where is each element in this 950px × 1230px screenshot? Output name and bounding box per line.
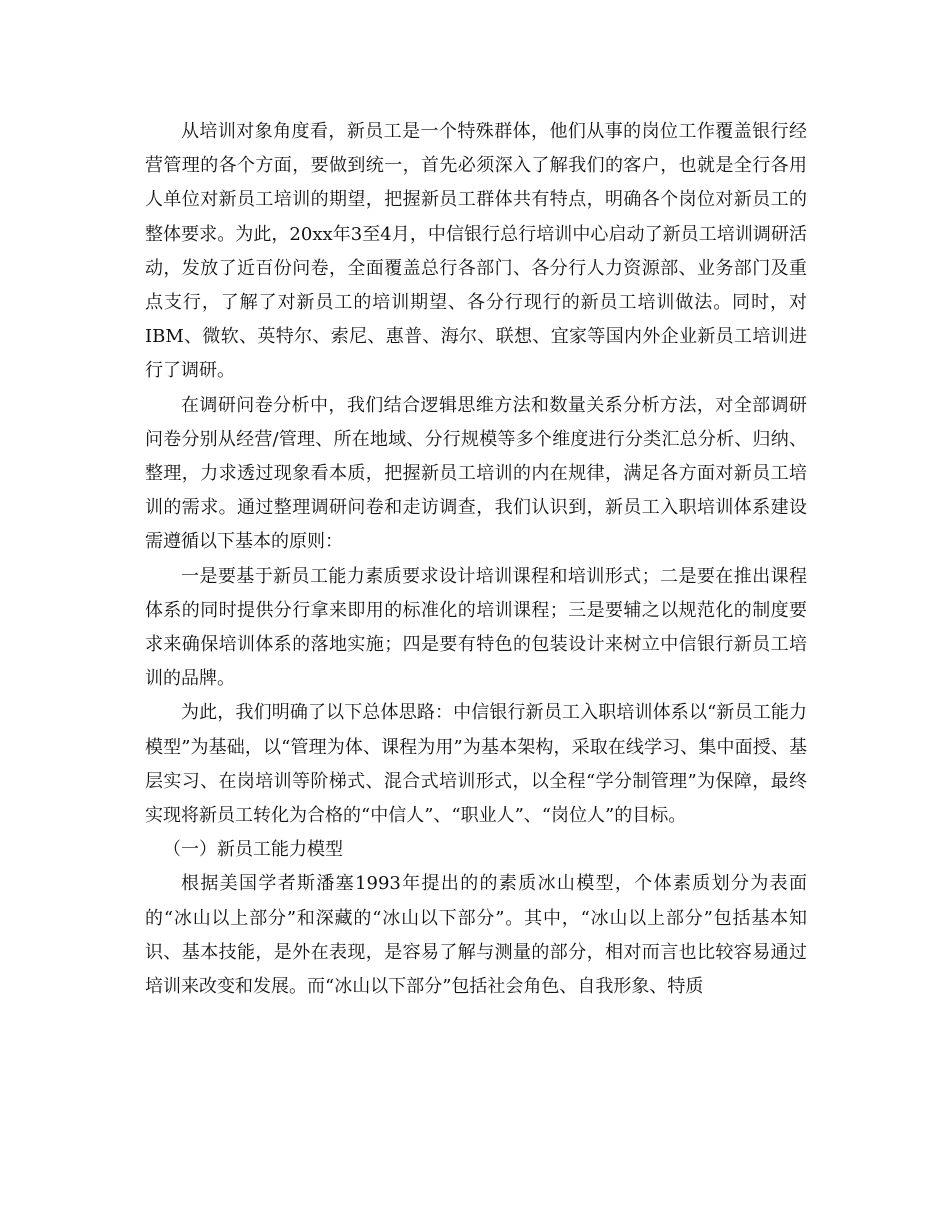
paragraph-overall-approach: 为此，我们明确了以下总体思路：中信银行新员工入职培训体系以“新员工能力模型”为基础，以“管理为体、课程为用”为基本架构，采取在线学习、集中面授、基层实习、在岗培训等阶梯式、混合式培训形式，以全程“学分制管理”为保障，最终实现将新员工转化为合格的“中信人”、“职业人”、“岗位人”的目标。: [145, 702, 807, 827]
section-heading: （一）新员工能力模型: [163, 839, 343, 861]
paragraph-principles: 一是要基于新员工能力素质要求设计培训课程和培训形式；二是要在推出课程体系的同时提供分行拿来即用的标准化的培训课程；三是要辅之以规范化的制度要求来确保培训体系的落地实施；四是要有特色的包装设计来树立中信银行新员工培训的品牌。: [145, 565, 807, 690]
document-body: [145, 115, 807, 1004]
paragraph-training-target: 从培训对象角度看，新员工是一个特殊群体，他们从事的岗位工作覆盖银行经营管理的各个方面，要做到统一，首先必须深入了解我们的客户，也就是全行各用人单位对新员工培训的期望，把握新员工群体共有特点，明确各个岗位对新员工的整体要求。为此，20xx年3至4月，中信银行总行培训中心启动了新员工培训调研活动，发放了近百份问卷，全面覆盖总行各部门、各分行人力资源部、业务部门及重点支行，了解了对新员工的培训期望、各分行现行的新员工培训做法。同时，对IBM、微软、英特尔、索尼、惠普、海尔、联想、宜家等国内外企业新员工培训进行了调研。: [145, 121, 807, 382]
paragraph-iceberg-model: 根据美国学者斯潘塞1993年提出的的素质冰山模型，个体素质划分为表面的“冰山以上部分”和深藏的“冰山以下部分”。其中，“冰山以上部分”包括基本知识、基本技能，是外在表现，是容易了解与测量的部分，相对而言也比较容易通过培训来改变和发展。而“冰山以下部分”包括社会角色、自我形象、特质: [145, 873, 807, 998]
paragraph-survey-analysis: 在调研问卷分析中，我们结合逻辑思维方法和数量关系分析方法，对全部调研问卷分别从经营/管理、所在地域、分行规模等多个维度进行分类汇总分析、归纳、整理，力求透过现象看本质，把握新员工培训的内在规律，满足各方面对新员工培训的需求。通过整理调研问卷和走访调查，我们认识到，新员工入职培训体系建设需遵循以下基本的原则：: [145, 394, 807, 553]
